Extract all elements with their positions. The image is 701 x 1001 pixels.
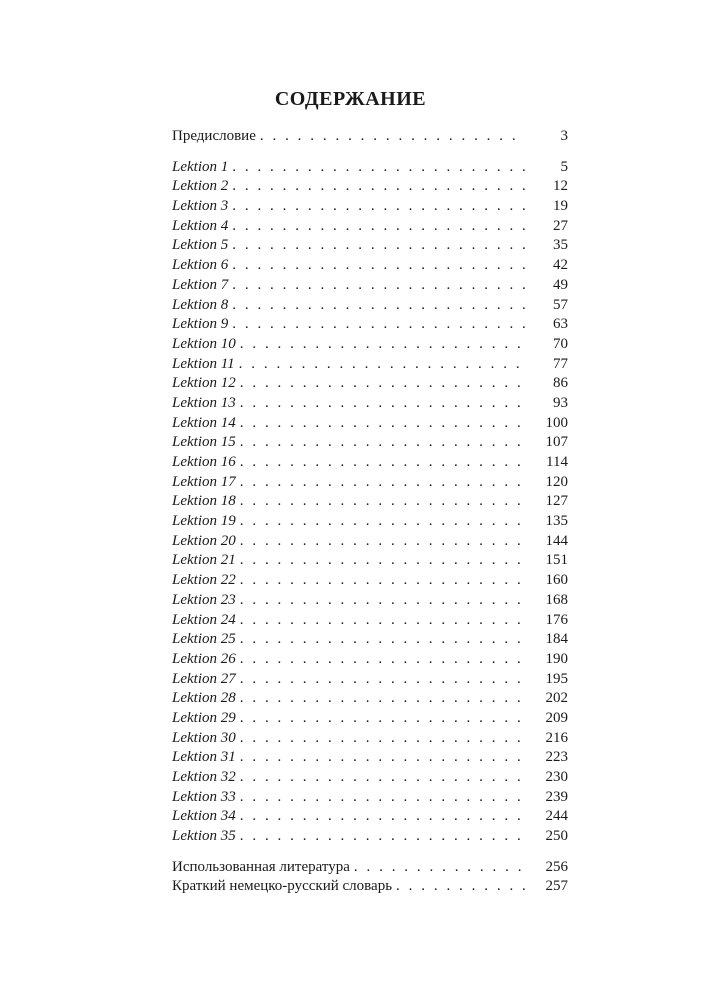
toc-entry-page: 12 (553, 178, 568, 195)
toc-leader-area (236, 650, 538, 670)
toc-dot-leader: . . . . . . . . . . . . . . . . . . . . . . . (239, 709, 524, 726)
toc-entry-label: Использованная литература (172, 858, 350, 875)
toc-dot-leader: . . . . . . . . . . . . . . . . . . . . . . . (239, 690, 524, 707)
toc-entry (172, 571, 568, 591)
toc-dot-leader: . . . . . . . . . . . . . . . . . . . . . . . (239, 375, 524, 392)
toc-entry-label: Lektion 20 (172, 532, 236, 549)
toc-dot-leader: . . . . . . . . . . . . . . . . . . . . . . . (239, 769, 524, 785)
toc-entry (172, 453, 568, 473)
toc-leader-area (228, 276, 538, 296)
toc-dot-leader: . . . . . . . . . . . . . . . . . . . . . . . (239, 532, 524, 549)
toc-entry (172, 709, 568, 729)
toc-entry (172, 256, 568, 276)
toc-dot-leader: . . . . . . . . . . . . . . . . . . . . . . . . (232, 257, 529, 274)
toc-leader-area (236, 551, 538, 571)
toc-dot-leader: . . . . . . . . . . . . . . . . . . . . . . . (239, 414, 524, 431)
toc-dot-leader: . . . . . . . . . . . . . . . . . . . . . . . . (232, 217, 529, 234)
toc-leader-area (236, 611, 538, 631)
toc-dot-leader: . . . . . . . . . . . . . . . . . . . . . . . . (232, 316, 529, 333)
toc-entry-page: 100 (545, 414, 568, 431)
toc-dot-leader: . . . . . . . . . . . . . . . . . . . . . . . (239, 513, 524, 530)
toc-entry (172, 492, 568, 512)
toc-entry-page: 250 (545, 828, 568, 845)
toc-dot-leader: . . . . . . . . . . . . . . . . . . . . . . . (238, 355, 523, 372)
toc-leader-area (228, 177, 538, 197)
toc-entry-page: 27 (553, 217, 568, 234)
toc-leader-area (236, 689, 538, 709)
toc-entry (172, 611, 568, 631)
toc-entry-label: Lektion 22 (172, 572, 236, 589)
toc-entry-label: Lektion 16 (172, 454, 236, 470)
toc-leader-area (236, 729, 538, 749)
toc-entry (172, 394, 568, 414)
toc-leader-area (236, 492, 538, 512)
toc-entry-page: 135 (545, 513, 568, 530)
toc-dot-leader: . . . . . . . . . . . . . . . . . . . . . . . (239, 591, 524, 608)
toc-leader-area (235, 355, 538, 375)
toc-dot-leader: . . . . . . . . . . . . . . . . . . . . . . . (239, 473, 524, 490)
toc-dot-leader: . . . . . . . . . . . . . . . . . . . . . . . (239, 493, 524, 510)
toc-entry-page: 57 (553, 296, 568, 313)
toc-leader-area (228, 197, 538, 217)
toc-entry (172, 127, 568, 147)
toc-entry-page: 144 (545, 532, 568, 549)
toc-entry-label: Lektion 5 (172, 237, 229, 254)
toc-entry (172, 236, 568, 256)
toc-entry-label: Lektion 28 (172, 690, 236, 707)
toc-entry (172, 296, 568, 316)
toc-entry (172, 276, 568, 296)
toc-dot-leader: . . . . . . . . . . . . . . . . . . . . . . . . (232, 237, 529, 254)
toc-entry-label: Краткий немецко-русский словарь (172, 878, 393, 895)
toc-leader-area (236, 433, 538, 453)
toc-entry-label: Lektion 4 (172, 217, 229, 234)
page-title: СОДЕРЖАНИЕ (274, 88, 427, 110)
toc-entry-label: Lektion 10 (172, 335, 236, 352)
toc-entry (172, 197, 568, 217)
toc-leader-area (228, 158, 538, 178)
toc-entry-page: 223 (545, 749, 568, 766)
toc-dot-leader: . . . . . . . . . . . . . . . . . . . . . . . . (232, 276, 529, 293)
toc-leader-area (236, 394, 538, 414)
toc-entry (172, 335, 568, 355)
toc-dot-leader: . . . . . . . . . . . . . . . . . . . . . (259, 128, 519, 144)
toc-entry-label: Lektion 9 (172, 316, 229, 333)
toc-dot-leader: . . . . . . . . . . . . . . . . . . . . . . . . (232, 178, 529, 195)
toc-entry-label: Lektion 13 (172, 394, 236, 411)
toc-entry-page: 3 (560, 128, 568, 144)
toc-entry-label: Lektion 12 (172, 375, 236, 392)
toc-entry-page: 42 (553, 257, 568, 274)
toc-entry-label: Lektion 19 (172, 513, 236, 530)
toc-entry (172, 630, 568, 650)
toc-leader-area (236, 827, 538, 847)
toc-entry (172, 374, 568, 394)
toc-entry-page: 216 (545, 729, 568, 746)
toc-entry-page: 63 (553, 316, 568, 333)
toc-dot-leader: . . . . . . . . . . . . . . . . . . . . . . . (239, 611, 524, 628)
toc-entry-label: Lektion 35 (172, 828, 236, 845)
toc-entry (172, 473, 568, 493)
toc-entry (172, 670, 568, 690)
toc-entry-label: Lektion 11 (172, 355, 235, 372)
toc-entry-label: Lektion 31 (172, 749, 236, 766)
toc-entry (172, 315, 568, 335)
toc-entry (172, 768, 568, 788)
toc-entry-page: 195 (545, 670, 568, 687)
toc-entry (172, 858, 568, 878)
toc-dot-leader: . . . . . . . . . . . . . . . . . . . . . . . . (232, 158, 529, 175)
toc-leader-area (236, 453, 538, 473)
toc-entry-label: Lektion 25 (172, 631, 236, 648)
toc-entry-label: Lektion 21 (172, 552, 236, 569)
toc-dot-leader: . . . . . . . . . . . . . . . . . . . . . . . (239, 788, 524, 805)
toc-entry-page: 127 (545, 493, 568, 510)
toc-entry-label: Lektion 6 (172, 257, 229, 274)
toc-dot-leader: . . . . . . . . . . . . . . . . . . . . . . . (239, 572, 524, 589)
toc-entry-label: Lektion 33 (172, 788, 236, 805)
toc-entry-page: 19 (553, 198, 568, 215)
toc-entry-page: 151 (545, 552, 568, 569)
toc-entry-page: 209 (545, 709, 568, 726)
toc-entry-label: Lektion 18 (172, 493, 236, 510)
toc-entry-page: 49 (553, 276, 568, 293)
toc-dot-leader: . . . . . . . . . . . . . . . . . . . . . . . (239, 670, 524, 687)
toc-entry-page: 77 (553, 355, 568, 372)
toc-leader-area (236, 630, 538, 650)
toc-leader-area (228, 315, 538, 335)
toc-entry-label: Lektion 15 (172, 434, 236, 451)
toc-entry (172, 877, 568, 897)
toc-entry-label: Lektion 3 (172, 198, 229, 215)
toc-leader-area (228, 236, 538, 256)
table-of-contents (172, 127, 568, 897)
toc-entry-page: 230 (545, 769, 568, 785)
toc-leader-area (256, 127, 538, 147)
toc-entry (172, 177, 568, 197)
toc-entry-label: Lektion 27 (172, 670, 236, 687)
toc-entry-label: Lektion 34 (172, 808, 236, 825)
toc-entry-label: Lektion 32 (172, 769, 236, 785)
toc-entry-page: 239 (545, 788, 568, 805)
toc-entry-page: 35 (553, 237, 568, 254)
toc-dot-leader: . . . . . . . . . . . . . . (353, 858, 525, 875)
toc-entry (172, 788, 568, 808)
toc-entry-page: 107 (545, 434, 568, 451)
toc-entry-label: Lektion 23 (172, 591, 236, 608)
toc-leader-area (228, 217, 538, 237)
toc-entry-label: Lektion 14 (172, 414, 236, 431)
toc-entry-label: Lektion 30 (172, 729, 236, 746)
toc-entry-page: 176 (545, 611, 568, 628)
toc-dot-leader: . . . . . . . . . . . . . . . . . . . . . . . (239, 729, 524, 746)
toc-entry-page: 120 (545, 473, 568, 490)
toc-dot-leader: . . . . . . . . . . . . . . . . . . . . . . . (239, 394, 524, 411)
toc-leader-area (236, 374, 538, 394)
toc-entry-page: 256 (545, 858, 568, 875)
toc-entry (172, 748, 568, 768)
toc-entry (172, 217, 568, 237)
toc-leader-area (350, 858, 538, 878)
toc-leader-area (236, 473, 538, 493)
toc-entry-label: Lektion 26 (172, 650, 236, 667)
toc-dot-leader: . . . . . . . . . . . . . . . . . . . . . . . (239, 631, 524, 648)
toc-entry-label: Lektion 7 (172, 276, 229, 293)
toc-leader-area (236, 512, 538, 532)
toc-leader-area (236, 709, 538, 729)
toc-entry-page: 114 (546, 454, 568, 470)
toc-leader-area (236, 768, 538, 788)
toc-entry-page: 5 (560, 158, 568, 175)
toc-entry (172, 414, 568, 434)
toc-entry (172, 827, 568, 847)
toc-entry-page: 257 (545, 878, 568, 895)
toc-leader-area (236, 670, 538, 690)
toc-entry (172, 355, 568, 375)
toc-entry-page: 244 (545, 808, 568, 825)
toc-entry-label: Lektion 1 (172, 158, 229, 175)
toc-entry (172, 512, 568, 532)
toc-dot-leader: . . . . . . . . . . . . . . . . . . . . . . . (239, 454, 524, 470)
toc-leader-area (236, 571, 538, 591)
toc-leader-area (236, 788, 538, 808)
toc-dot-leader: . . . . . . . . . . . (396, 878, 529, 895)
toc-entry-label: Lektion 8 (172, 296, 229, 313)
toc-entry-page: 202 (545, 690, 568, 707)
toc-entry-page: 86 (553, 375, 568, 392)
toc-entry-label: Lektion 24 (172, 611, 236, 628)
toc-entry (172, 433, 568, 453)
toc-entry (172, 158, 568, 178)
toc-entry (172, 532, 568, 552)
toc-leader-area (228, 256, 538, 276)
toc-entry (172, 807, 568, 827)
toc-entry-label: Предисловие (172, 128, 256, 144)
toc-dot-leader: . . . . . . . . . . . . . . . . . . . . . . . (239, 808, 524, 825)
toc-entry (172, 591, 568, 611)
toc-dot-leader: . . . . . . . . . . . . . . . . . . . . . . . . (232, 296, 529, 313)
toc-dot-leader: . . . . . . . . . . . . . . . . . . . . . . . (239, 434, 524, 451)
toc-entry (172, 650, 568, 670)
toc-entry-label: Lektion 2 (172, 178, 229, 195)
toc-leader-area (236, 532, 538, 552)
toc-entry-page: 160 (545, 572, 568, 589)
toc-leader-area (228, 296, 538, 316)
toc-entry (172, 729, 568, 749)
toc-entry-label: Lektion 17 (172, 473, 236, 490)
toc-dot-leader: . . . . . . . . . . . . . . . . . . . . . . . (239, 828, 524, 845)
toc-dot-leader: . . . . . . . . . . . . . . . . . . . . . . . (239, 749, 524, 766)
toc-leader-area (236, 807, 538, 827)
toc-dot-leader: . . . . . . . . . . . . . . . . . . . . . . . (239, 335, 524, 352)
toc-entry-page: 190 (545, 650, 568, 667)
toc-dot-leader: . . . . . . . . . . . . . . . . . . . . . . . (239, 552, 524, 569)
toc-dot-leader: . . . . . . . . . . . . . . . . . . . . . . . (239, 650, 524, 667)
toc-entry-page: 168 (545, 591, 568, 608)
toc-leader-area (236, 335, 538, 355)
toc-leader-area (392, 877, 538, 897)
toc-entry (172, 689, 568, 709)
toc-entry-page: 93 (553, 394, 568, 411)
toc-entry-label: Lektion 29 (172, 709, 236, 726)
toc-entry-page: 70 (553, 335, 568, 352)
toc-entry (172, 551, 568, 571)
toc-leader-area (236, 414, 538, 434)
toc-dot-leader: . . . . . . . . . . . . . . . . . . . . . . . . (232, 198, 529, 215)
toc-entry-page: 184 (545, 631, 568, 648)
toc-leader-area (236, 591, 538, 611)
toc-leader-area (236, 748, 538, 768)
